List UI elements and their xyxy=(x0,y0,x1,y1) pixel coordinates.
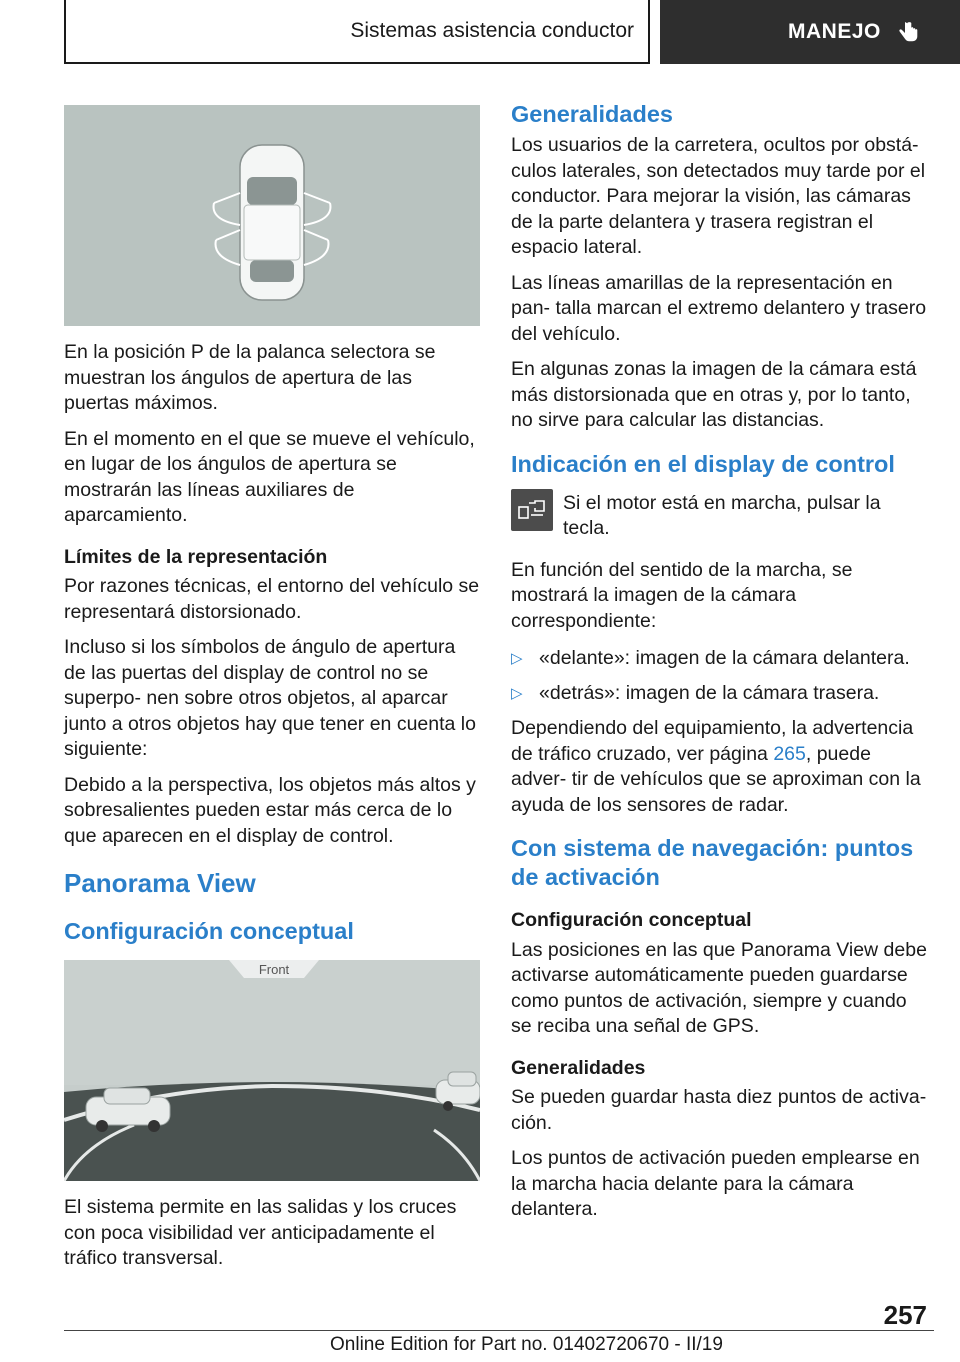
paragraph: Los puntos de activación pueden emplearse en la marcha hacia delante para la cámara delantera. xyxy=(511,1147,920,1220)
triangle-bullet-icon: ▷ xyxy=(511,684,523,702)
paragraph: Las posiciones en las que Panorama View debe activarse automáticamente pueden guardarse como puntos de activación, siempre y cuando se reciba una señal de GPS. xyxy=(511,938,927,1037)
subheading: Configuración conceptual xyxy=(511,909,752,931)
edition-note: Online Edition for Part no. 01402720670 - II/19 xyxy=(330,1334,723,1355)
list-item: ▷ «delante»: imagen de la cámara delantera. xyxy=(511,646,931,672)
triangle-bullet-icon: ▷ xyxy=(511,650,523,667)
chapter-tab[interactable] xyxy=(660,0,960,64)
subheading: Generalidades xyxy=(511,1056,646,1079)
chapter-label: MANEJO xyxy=(788,20,881,43)
paragraph: Los usuarios de la carretera, ocultos por obstá- culos laterales, son detectados muy tarde por el conductor. Para mejorar la visión, las cámaras de la parte delantera y trasera registran el espacio lateral. xyxy=(511,134,926,258)
paragraph: Se pueden guardar hasta diez puntos de activa- ción. xyxy=(511,1086,927,1134)
list-item: ▷ «detrás»: imagen de la cámara trasera. xyxy=(511,681,931,707)
figure-panorama-front xyxy=(64,960,480,1181)
subheading: Límites de la representación xyxy=(64,545,328,568)
page-link-265[interactable]: 265 xyxy=(773,742,806,765)
page-number: 257 xyxy=(883,1300,927,1330)
paragraph: Incluso si los símbolos de ángulo de apertura de las puertas del display de control no se superpo- nen sobre otros objetos, al aparcar junto a otros objetos hay que tener en cuenta lo siguiente: xyxy=(64,636,476,760)
paragraph: Por razones técnicas, el entorno del vehículo se representará distorsionado. xyxy=(64,575,480,623)
left-column xyxy=(64,105,480,1282)
paragraph: En algunas zonas la imagen de la cámara está más distorsionada que en otras y, por lo tanto, no sirve para calcular las distancias. xyxy=(511,358,917,431)
heading-configuracion: Configuración conceptual xyxy=(64,918,354,944)
paragraph: En la posición P de la palanca selectora se muestran los ángulos de apertura de las puertas máximos. xyxy=(64,341,436,414)
paragraph: En el momento en el que se mueve el vehículo, en lugar de los ángulos de apertura se mostrarán las líneas auxiliares de aparcamiento. xyxy=(64,427,475,526)
icon-instruction xyxy=(511,491,931,542)
heading-panorama-view: Panorama View xyxy=(64,868,256,898)
paragraph: Debido a la perspectiva, los objetos más altos y sobresalientes pueden estar más cerca de lo que aparecen en el display de control. xyxy=(64,773,476,847)
heading-navegacion: Con sistema de navegación: puntos de activación xyxy=(511,835,914,890)
heading-indicacion: Indicación en el display de control xyxy=(511,450,895,477)
heading-generalidades: Generalidades xyxy=(511,101,673,127)
right-column xyxy=(511,100,931,1233)
paragraph: El sistema permite en las salidas y los cruces con poca visibilidad ver anticipadamente el tráfico transversal. xyxy=(64,1196,457,1269)
paragraph: Las líneas amarillas de la representación en pan- talla marcan el extremo delantero y trasero del vehículo. xyxy=(511,271,927,345)
hand-pointer-icon xyxy=(897,20,919,44)
paragraph-cross-traffic: Dependiendo del equipamiento, la advertencia de tráfico cruzado, ver página 265, puede adver- tir de vehículos que se aproximan con la ayuda de los sensores de radar. xyxy=(511,717,921,816)
camera-button-icon xyxy=(511,489,553,531)
footer-divider xyxy=(64,1330,934,1331)
paragraph: Si el motor está en marcha, pulsar la tecla. xyxy=(563,491,881,539)
paragraph: En función del sentido de la marcha, se mostrará la imagen de la cámara correspondiente: xyxy=(511,558,853,632)
header-section-title xyxy=(64,0,650,64)
front-label: Front xyxy=(258,962,290,977)
figure-car-top-view xyxy=(64,105,480,326)
section-title: Sistemas asistencia conductor xyxy=(350,19,634,42)
